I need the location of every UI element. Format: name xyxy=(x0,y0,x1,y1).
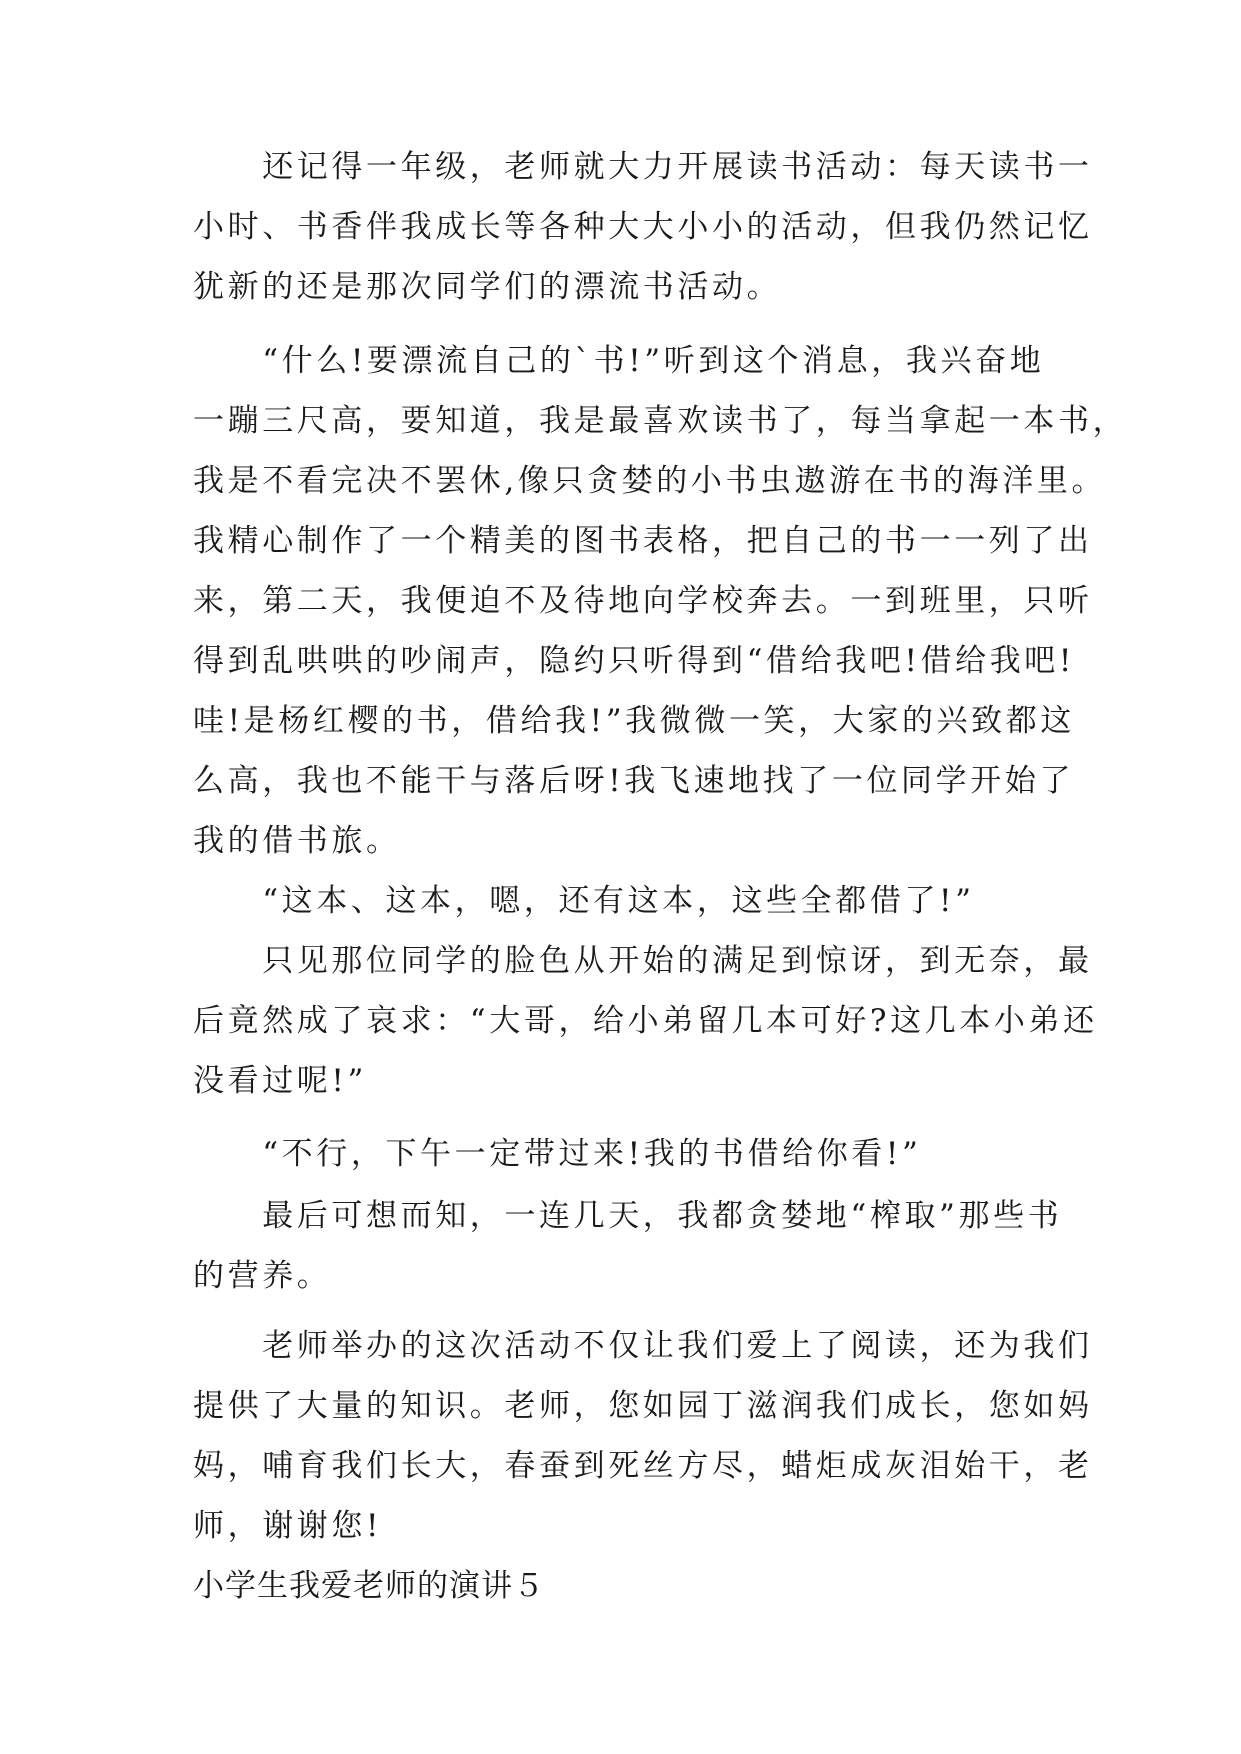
text-line: 的营养。 xyxy=(193,1258,332,1294)
text-line: 么高，我也不能干与落后呀!我飞速地找了一位同学开始了 xyxy=(193,763,1075,799)
text-line: 小时、书香伴我成长等各种大大小小的活动，但我仍然记忆 xyxy=(193,209,1093,245)
text-line: 妈，哺育我们长大，春蚕到死丝方尽，蜡炬成灰泪始干，老 xyxy=(193,1448,1093,1484)
text-line: 没看过呢!” xyxy=(193,1063,367,1099)
text-line: 提供了大量的知识。老师，您如园丁滋润我们成长，您如妈 xyxy=(193,1388,1093,1424)
text-line: 师，谢谢您! xyxy=(193,1508,383,1544)
text-line: 后竟然成了哀求：“大哥，给小弟留几本可好?这几本小弟还 xyxy=(193,1003,1098,1039)
text-line: 犹新的还是那次同学们的漂流书活动。 xyxy=(193,269,782,305)
text-line: 我精心制作了一个精美的图书表格，把自己的书一一列了出 xyxy=(193,523,1093,559)
text-line: 来，第二天，我便迫不及待地向学校奔去。一到班里，只听 xyxy=(193,583,1093,619)
text-line: 一蹦三尺高，要知道，我是最喜欢读书了，每当拿起一本书， xyxy=(193,403,1128,439)
section-heading: 小学生我爱老师的演讲５ xyxy=(193,1568,545,1604)
text-line: 我是不看完决不罢休,像只贪婪的小书虫遨游在书的海洋里。 xyxy=(193,463,1107,499)
text-line: 哇!是杨红樱的书，借给我!”我微微一笑，大家的兴致都这 xyxy=(193,703,1075,739)
text-line: 我的借书旅。 xyxy=(193,823,401,859)
text-line: 还记得一年级，老师就大力开展读书活动：每天读书一 xyxy=(193,149,1093,185)
text-line: 最后可想而知，一连几天，我都贪婪地“榨取”那些书 xyxy=(193,1198,1063,1234)
text-line: 只见那位同学的脸色从开始的满足到惊讶，到无奈，最 xyxy=(193,943,1093,979)
text-line: “这本、这本，嗯，还有这本，这些全都借了!” xyxy=(193,883,975,919)
text-line: 老师举办的这次活动不仅让我们爱上了阅读，还为我们 xyxy=(193,1328,1093,1364)
text-line: “什么!要漂流自己的`书!”听到这个消息，我兴奋地 xyxy=(193,343,1045,379)
text-line: “不行，下午一定带过来!我的书借给你看!” xyxy=(193,1136,922,1172)
text-line: 得到乱哄哄的吵闹声，隐约只听得到“借给我吧!借给我吧! xyxy=(193,643,1075,679)
